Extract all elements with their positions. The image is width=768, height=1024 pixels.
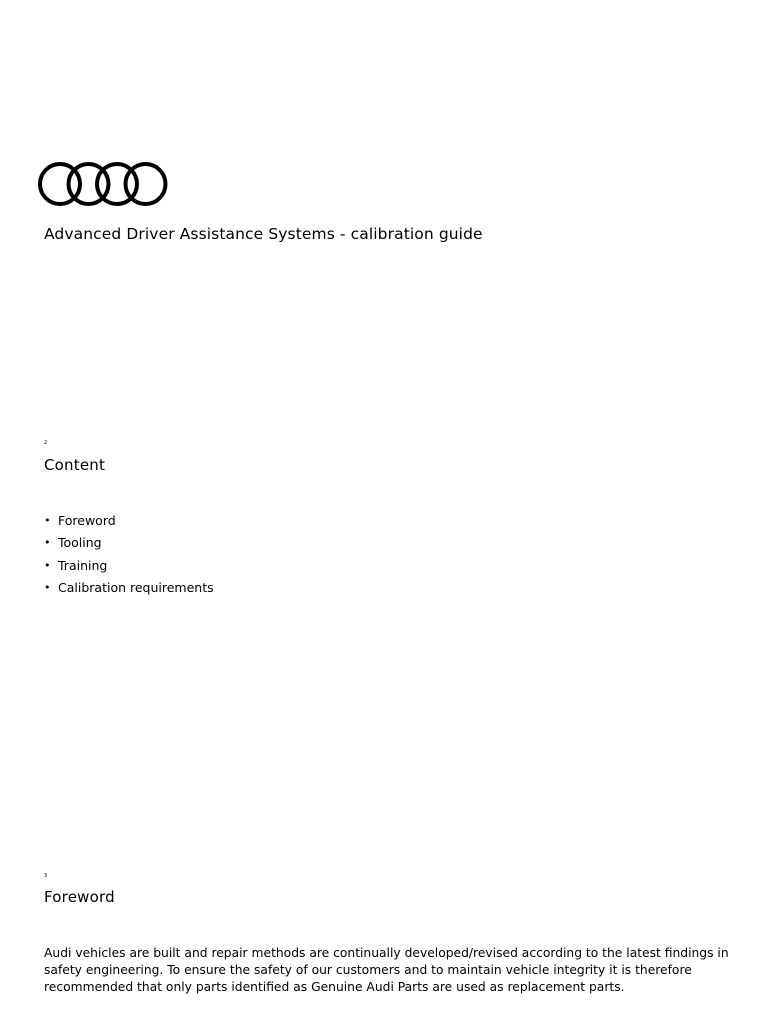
foreword-heading: Foreword [44, 888, 115, 906]
list-item [44, 557, 214, 579]
content-heading: Content [44, 456, 106, 474]
page-number: 2 [44, 440, 48, 446]
bullet-icon: • [44, 580, 51, 594]
list-item-label: Training [58, 557, 108, 573]
bullet-icon: • [44, 514, 51, 527]
contents-list [44, 512, 214, 601]
page-number: 3 [44, 873, 48, 879]
list-item-label: Foreword [58, 513, 116, 528]
bullet-icon: • [44, 558, 51, 572]
document-title: Advanced Driver Assistance Systems - calibration guide [44, 225, 483, 243]
foreword-paragraph: Audi vehicles are built and repair methods are continually developed/revised according to the latest findings in safety engineering. To ensure the safety of our customers and to maintain vehicle integrity it is therefore recommended that only parts identified as Genuine Audi Parts are used as replacement parts. [44, 946, 729, 994]
list-item [44, 579, 214, 601]
list-item-label: Calibration requirements [58, 579, 214, 595]
list-item-label: Tooling [58, 535, 102, 551]
bullet-icon: • [44, 536, 51, 550]
list-item [44, 534, 214, 556]
list-item [44, 512, 214, 534]
audi-rings-logo-icon [38, 160, 168, 208]
